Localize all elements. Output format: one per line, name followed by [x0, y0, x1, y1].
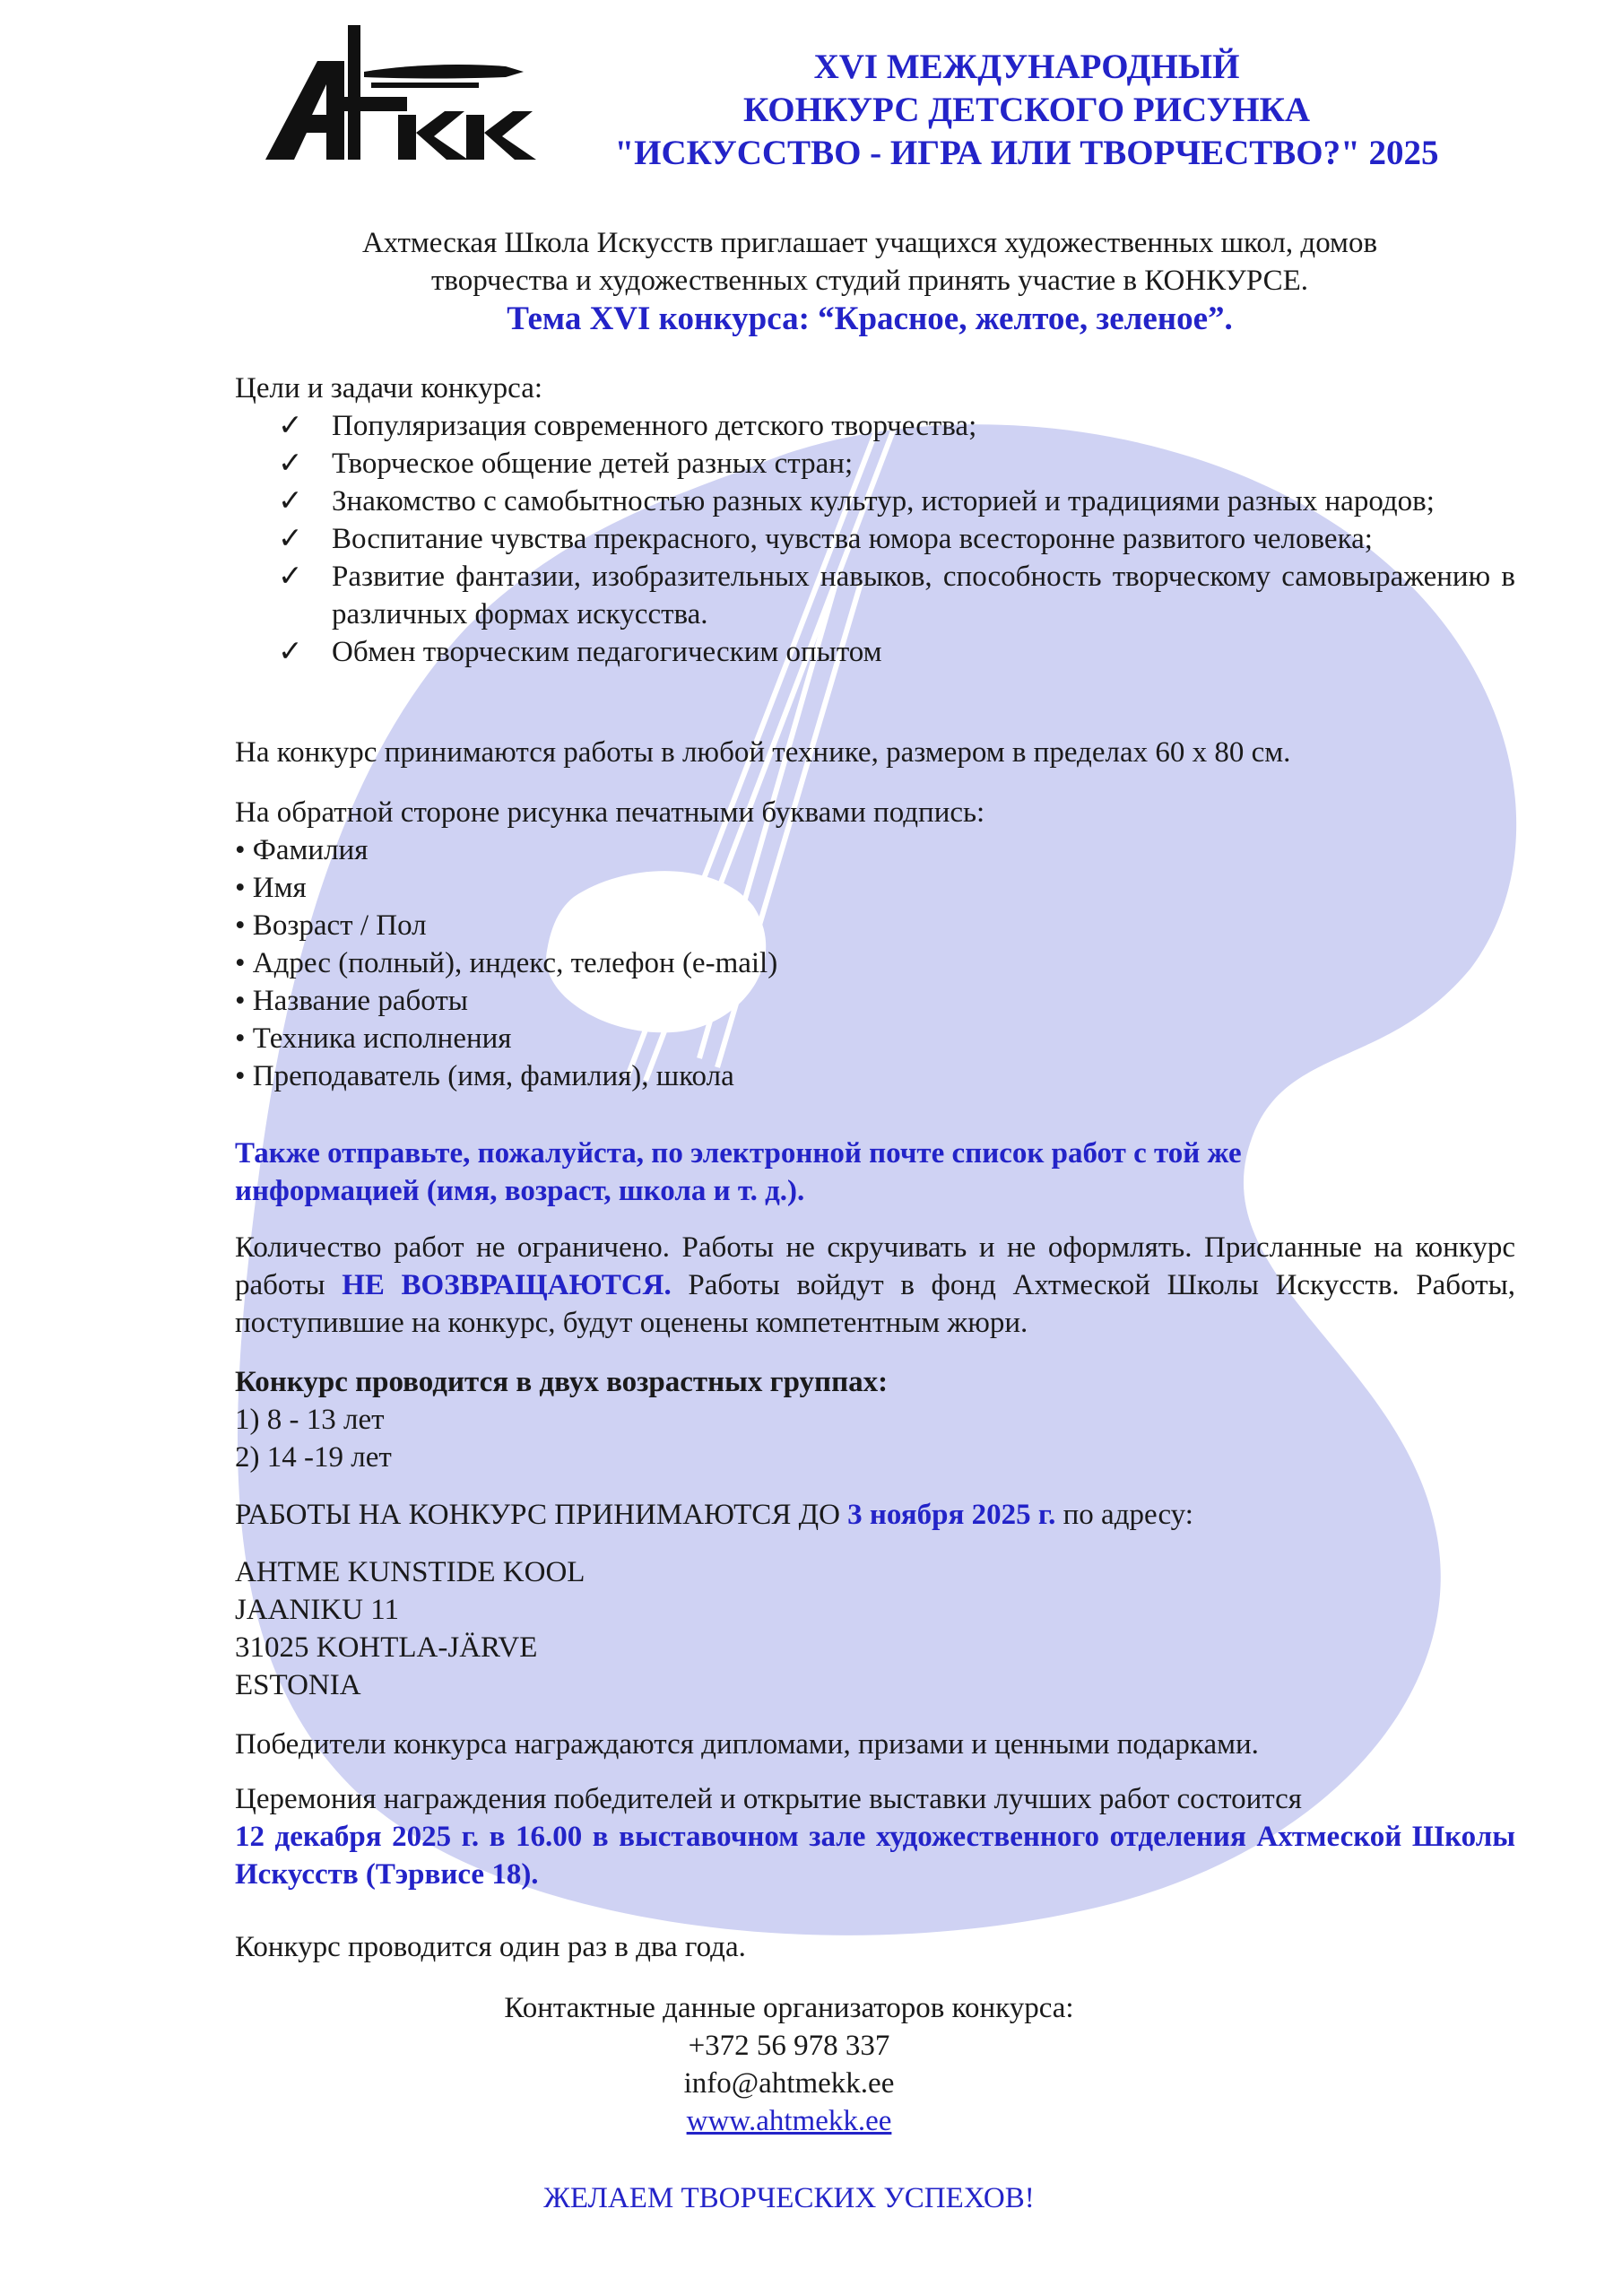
not-returned-highlight: НЕ ВОЗВРАЩАЮТСЯ.: [342, 1269, 672, 1301]
deadline-date: 3 ноября 2025 г.: [847, 1499, 1056, 1531]
address-line: AHTME KUNSTIDE KOOL: [235, 1556, 585, 1588]
address-line: ESTONIA: [235, 1669, 361, 1701]
checkmark-icon: ✓: [278, 636, 303, 668]
contact-email[interactable]: info@ahtmekk.ee: [683, 2067, 895, 2100]
goals-list: [278, 407, 1515, 671]
deadline-text: РАБОТЫ НА КОНКУРС ПРИНИМАЮТСЯ ДО 3 ноября 2025 г. по адресу:: [235, 1499, 1193, 1531]
label-item: • Техника исполнения: [235, 1022, 512, 1055]
goal-item: ✓ Популяризация современного детского творчества;: [278, 407, 1515, 445]
label-heading: На обратной стороне рисунка печатными буквами подпись:: [235, 796, 985, 829]
prizes-text: Победители конкурса награждаются дипломами, призами и ценными подарками.: [235, 1728, 1259, 1761]
label-item: • Имя: [235, 872, 307, 904]
groups-heading: Конкурс проводится в двух возрастных группах:: [235, 1366, 889, 1398]
goal-item: ✓ Обмен творческим педагогическим опытом: [278, 633, 1515, 671]
brush-pen-logo-icon: [265, 25, 536, 160]
label-item: • Адрес (полный), индекс, телефон (e-mail): [235, 947, 778, 979]
checkmark-icon: ✓: [278, 410, 303, 442]
contact-phone: +372 56 978 337: [688, 2030, 890, 2062]
goals-heading: Цели и задачи конкурса:: [235, 372, 543, 404]
intro-line-2: творчества и художественных студий принять участие в КОНКУРСЕ.: [430, 265, 1309, 297]
address-line: JAANIKU 11: [235, 1594, 400, 1626]
quantity-paragraph: Количество работ не ограничено. Работы не скручивать и не оформлять. Присланные на конкурс работы НЕ ВОЗВРАЩАЮТСЯ. Работы войдут в фонд Ахтмеской Школы Искусств. Работы, поступившие на конкурс, будут оценены компетентным жюри.: [235, 1231, 1515, 1339]
checkmark-icon: ✓: [278, 561, 303, 593]
label-item: • Фамилия: [235, 834, 369, 866]
intro-line-1: Ахтмеская Школа Искусств приглашает учащихся художественных школ, домов: [361, 227, 1378, 259]
group-item: 1) 8 - 13 лет: [235, 1404, 385, 1436]
contacts-heading: Контактные данные организаторов конкурса:: [504, 1992, 1074, 2024]
goal-item: ✓ Развитие фантазии, изобразительных навыков, способность творческому самовыражению в различных формах искусства.: [278, 558, 1515, 633]
website-link[interactable]: www.ahtmekk.ee: [686, 2105, 892, 2137]
contest-theme: Тема XVI конкурса: “Красное, желтое, зеленое”.: [507, 300, 1233, 337]
label-item: • Преподаватель (имя, фамилия), школа: [235, 1060, 734, 1092]
goal-item: ✓ Воспитание чувства прекрасного, чувства юмора всесторонне развитого человека;: [278, 520, 1515, 558]
technique-text: На конкурс принимаются работы в любой технике, размером в пределах 60 х 80 см.: [235, 736, 1291, 769]
logo: [255, 25, 542, 169]
label-item: • Название работы: [235, 985, 468, 1017]
email-note: Также отправьте, пожалуйста, по электронной почте список работ с той же информацией (имя, возраст, школа и т. д.).: [235, 1137, 1242, 1207]
title-line-1: XVI МЕЖДУНАРОДНЫЙ: [813, 48, 1240, 86]
group-item: 2) 14 -19 лет: [235, 1441, 392, 1474]
address-line: 31025 KOHTLA-JÄRVE: [235, 1631, 538, 1664]
checkmark-icon: ✓: [278, 523, 303, 555]
checkmark-icon: ✓: [278, 448, 303, 480]
closing-text: ЖЕЛАЕМ ТВОРЧЕСКИХ УСПЕХОВ!: [543, 2182, 1035, 2214]
goal-item: ✓ Творческое общение детей разных стран;: [278, 445, 1515, 483]
checkmark-icon: ✓: [278, 485, 303, 517]
goal-item: ✓ Знакомство с самобытностью разных культур, историей и традициями разных народов;: [278, 483, 1515, 520]
frequency-text: Конкурс проводится один раз в два года.: [235, 1931, 746, 1963]
ceremony-details: 12 декабря 2025 г. в 16.00 в выставочном зале художественного отделения Ахтмеской Школы Искусств (Тэрвисе 18).: [235, 1821, 1515, 1891]
title-line-3: "ИСКУССТВО - ИГРА ИЛИ ТВОРЧЕСТВО?" 2025: [614, 134, 1439, 172]
title-line-2: КОНКУРС ДЕТСКОГО РИСУНКА: [742, 91, 1311, 129]
label-item: • Возраст / Пол: [235, 909, 427, 942]
ceremony-line: Церемония награждения победителей и открытие выставки лучших работ состоится: [235, 1783, 1302, 1815]
